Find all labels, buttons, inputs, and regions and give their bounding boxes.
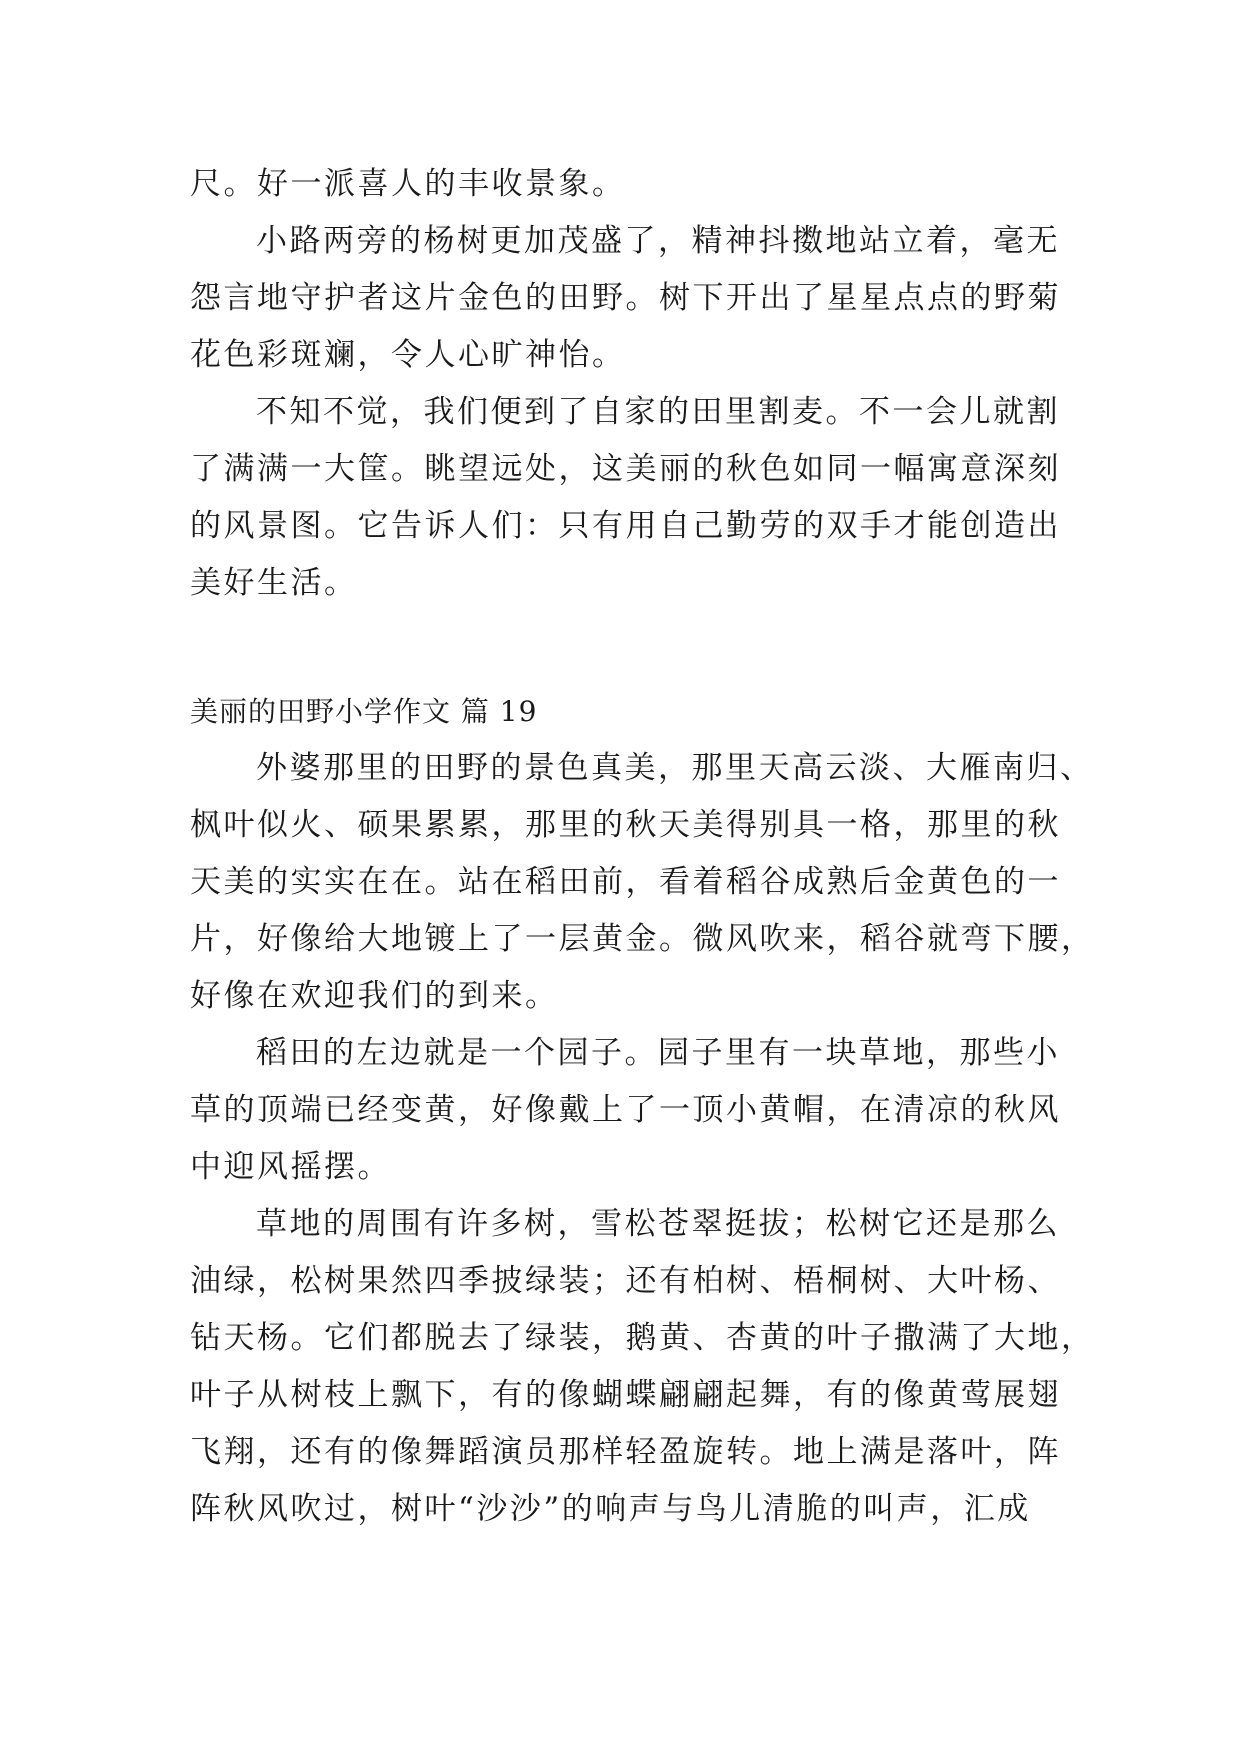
- text-line: 尺。好一派喜人的丰收景象。: [190, 166, 626, 202]
- text-line: 美好生活。: [190, 565, 358, 601]
- text-line: 怨言地守护者这片金色的田野。树下开出了星星点点的野菊: [190, 280, 1061, 316]
- text-line: 枫叶似火、硕果累累，那里的秋天美得别具一格，那里的秋: [190, 807, 1061, 843]
- text-line: 钻天杨。它们都脱去了绿装，鹅黄、杏黄的叶子撒满了大地，: [190, 1320, 1095, 1356]
- paragraph-first-line: 草地的周围有许多树，雪松苍翠挺拔；松树它还是那么: [256, 1206, 1060, 1242]
- text-line: 中迎风摇摆。: [190, 1149, 391, 1185]
- text-line: 叶子从树枝上飘下，有的像蝴蝶翩翩起舞，有的像黄莺展翅: [190, 1377, 1061, 1413]
- section-title: 美丽的田野小学作文 篇 19: [190, 695, 538, 728]
- text-line: 片，好像给大地镀上了一层黄金。微风吹来，稻谷就弯下腰，: [190, 921, 1095, 957]
- text-line: 好像在欢迎我们的到来。: [190, 978, 559, 1014]
- paragraph-first-line: 外婆那里的田野的景色真美，那里天高云淡、大雁南归、: [256, 750, 1094, 786]
- text-line: 草的顶端已经变黄，好像戴上了一顶小黄帽，在清凉的秋风: [190, 1092, 1061, 1128]
- paragraph-first-line: 稻田的左边就是一个园子。园子里有一块草地，那些小: [256, 1035, 1060, 1071]
- text-line: 油绿，松树果然四季披绿装；还有柏树、梧桐树、大叶杨、: [190, 1263, 1061, 1299]
- paragraph-first-line: 不知不觉，我们便到了自家的田里割麦。不一会儿就割: [256, 394, 1060, 430]
- text-line: 阵秋风吹过，树叶“沙沙”的响声与鸟儿清脆的叫声，汇成: [190, 1491, 1031, 1527]
- text-line: 了满满一大筐。眺望远处，这美丽的秋色如同一幅寓意深刻: [190, 451, 1061, 487]
- paragraph-first-line: 小路两旁的杨树更加茂盛了，精神抖擞地站立着，毫无: [256, 223, 1060, 259]
- text-line: 天美的实实在在。站在稻田前，看着稻谷成熟后金黄色的一: [190, 864, 1061, 900]
- text-line: 的风景图。它告诉人们：只有用自己勤劳的双手才能创造出: [190, 508, 1061, 544]
- text-line: 飞翔，还有的像舞蹈演员那样轻盈旋转。地上满是落叶，阵: [190, 1434, 1061, 1470]
- text-line: 花色彩斑斓，令人心旷神怡。: [190, 337, 626, 373]
